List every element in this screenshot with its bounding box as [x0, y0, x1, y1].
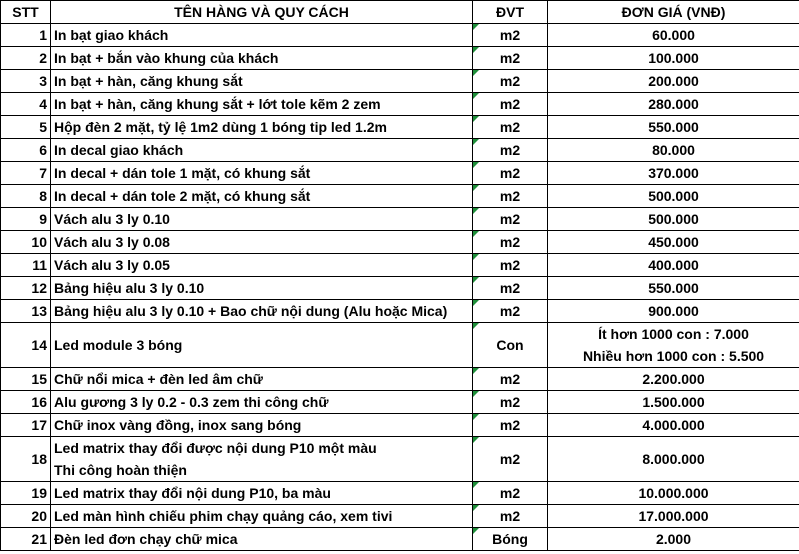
row-name-line: Vách alu 3 ly 0.10 — [54, 211, 170, 227]
table-row — [1, 368, 799, 391]
row-price-line: 10.000.000 — [638, 485, 709, 501]
cell-marker-icon — [473, 254, 479, 260]
row-stt: 9 — [1, 208, 51, 231]
row-name-line: In bạt + bắn vào khung của khách — [54, 50, 279, 66]
row-unit — [473, 254, 548, 277]
row-name-line: In bạt + hàn, căng khung sắt — [54, 73, 243, 89]
row-price — [548, 505, 799, 528]
cell-marker-icon — [473, 277, 479, 283]
row-price — [548, 300, 799, 323]
row-name — [51, 323, 473, 368]
cell-marker-icon — [473, 47, 479, 53]
header-price: ĐƠN GIÁ (VNĐ) — [548, 1, 799, 24]
table-row — [1, 231, 799, 254]
row-price-line: 4.000.000 — [642, 417, 705, 433]
row-unit-label: m2 — [499, 371, 521, 387]
row-unit-label: m2 — [499, 508, 521, 524]
row-stt: 7 — [1, 162, 51, 185]
row-unit — [473, 437, 548, 482]
row-unit-label: m2 — [499, 165, 521, 181]
row-unit — [473, 277, 548, 300]
row-price-line: 17.000.000 — [638, 508, 709, 524]
row-stt: 4 — [1, 93, 51, 116]
row-unit-label: m2 — [499, 50, 521, 66]
row-unit-label: m2 — [499, 451, 521, 467]
row-price — [548, 116, 799, 139]
row-name-line: Led matrix thay đổi nội dung P10, ba màu — [54, 485, 331, 501]
table-row — [1, 162, 799, 185]
row-price-line: 2.000 — [655, 531, 692, 547]
row-stt: 16 — [1, 391, 51, 414]
row-price — [548, 93, 799, 116]
table-row — [1, 414, 799, 437]
row-unit — [473, 116, 548, 139]
cell-marker-icon — [473, 70, 479, 76]
cell-marker-icon — [473, 368, 479, 374]
table-row — [1, 528, 799, 551]
row-price-line: 500.000 — [648, 211, 699, 227]
row-unit — [473, 482, 548, 505]
row-unit-label: m2 — [499, 27, 521, 43]
row-unit-label: m2 — [499, 188, 521, 204]
row-unit-label: Con — [496, 337, 524, 353]
row-stt: 14 — [1, 323, 51, 368]
table-row — [1, 277, 799, 300]
row-price — [548, 277, 799, 300]
row-name — [51, 414, 473, 437]
row-name — [51, 185, 473, 208]
row-name — [51, 116, 473, 139]
row-price-line: 2.200.000 — [642, 371, 705, 387]
row-price — [548, 70, 799, 93]
row-name — [51, 254, 473, 277]
cell-marker-icon — [473, 300, 479, 306]
table-row — [1, 139, 799, 162]
row-unit — [473, 528, 548, 551]
row-unit — [473, 70, 548, 93]
row-price — [548, 528, 799, 551]
row-unit-label: m2 — [499, 142, 521, 158]
cell-marker-icon — [473, 162, 479, 168]
row-stt: 13 — [1, 300, 51, 323]
row-price-line: 500.000 — [648, 188, 699, 204]
row-unit-label: m2 — [499, 119, 521, 135]
row-stt: 18 — [1, 437, 51, 482]
row-price-line: 550.000 — [648, 280, 699, 296]
row-name — [51, 231, 473, 254]
row-name — [51, 505, 473, 528]
row-stt: 10 — [1, 231, 51, 254]
row-name-line: Led matrix thay đổi được nội dung P10 một màu — [54, 440, 377, 456]
row-stt: 5 — [1, 116, 51, 139]
cell-marker-icon — [473, 185, 479, 191]
cell-marker-icon — [473, 139, 479, 145]
row-price — [548, 231, 799, 254]
row-name — [51, 70, 473, 93]
row-unit-label: m2 — [499, 394, 521, 410]
cell-marker-icon — [473, 482, 479, 488]
row-name — [51, 368, 473, 391]
row-price-line: 8.000.000 — [642, 451, 705, 467]
row-stt: 8 — [1, 185, 51, 208]
row-name-line: In decal + dán tole 2 mặt, có khung sắt — [54, 188, 311, 204]
header-name: TÊN HÀNG VÀ QUY CÁCH — [51, 1, 473, 24]
row-price — [548, 368, 799, 391]
row-name — [51, 528, 473, 551]
row-unit-label: m2 — [499, 485, 521, 501]
row-stt: 17 — [1, 414, 51, 437]
row-name-line: Led module 3 bóng — [54, 337, 183, 353]
row-price — [548, 47, 799, 70]
row-name — [51, 437, 473, 482]
row-unit — [473, 208, 548, 231]
row-price-line: 200.000 — [648, 73, 699, 89]
row-name-line: Bảng hiệu alu 3 ly 0.10 + Bao chữ nội dung (Alu hoặc Mica) — [54, 303, 448, 319]
row-name-line: In decal giao khách — [54, 142, 184, 158]
table-row — [1, 323, 799, 368]
row-price — [548, 482, 799, 505]
row-name-line: In bạt + hàn, căng khung sắt + lớt tole kẽm 2 zem — [54, 96, 381, 112]
row-unit-label: m2 — [499, 303, 521, 319]
row-unit — [473, 323, 548, 368]
row-stt: 11 — [1, 254, 51, 277]
row-stt: 21 — [1, 528, 51, 551]
cell-marker-icon — [473, 116, 479, 122]
row-price-line: Nhiều hơn 1000 con : 5.500 — [582, 348, 765, 364]
row-price — [548, 139, 799, 162]
row-name — [51, 24, 473, 47]
header-row — [1, 1, 799, 24]
row-price — [548, 391, 799, 414]
table-row — [1, 505, 799, 528]
row-unit-label: m2 — [499, 257, 521, 273]
table-row — [1, 254, 799, 277]
row-unit-label: m2 — [499, 73, 521, 89]
cell-marker-icon — [473, 24, 479, 30]
row-price — [548, 254, 799, 277]
row-stt: 1 — [1, 24, 51, 47]
row-price — [548, 414, 799, 437]
row-stt: 12 — [1, 277, 51, 300]
row-unit-label: m2 — [499, 234, 521, 250]
row-unit-label: m2 — [499, 280, 521, 296]
table-row — [1, 24, 799, 47]
table-row — [1, 482, 799, 505]
row-stt: 6 — [1, 139, 51, 162]
row-name-line: Đèn led đơn chạy chữ mica — [54, 531, 238, 547]
row-price-line: 900.000 — [648, 303, 699, 319]
row-price — [548, 24, 799, 47]
cell-marker-icon — [473, 391, 479, 397]
row-price — [548, 185, 799, 208]
row-unit — [473, 391, 548, 414]
row-name — [51, 162, 473, 185]
cell-marker-icon — [473, 528, 479, 534]
table-row — [1, 300, 799, 323]
row-name-line: Vách alu 3 ly 0.08 — [54, 234, 170, 250]
table-row — [1, 47, 799, 70]
row-name-line: Alu gương 3 ly 0.2 - 0.3 zem thi công chữ — [54, 394, 329, 410]
row-name — [51, 482, 473, 505]
row-price-line: 450.000 — [648, 234, 699, 250]
row-unit — [473, 139, 548, 162]
row-name-line: Hộp đèn 2 mặt, tỷ lệ 1m2 dùng 1 bóng tip led 1.2m — [54, 119, 387, 135]
row-name — [51, 300, 473, 323]
row-unit-label: Bóng — [492, 531, 528, 547]
row-price-line: 1.500.000 — [642, 394, 705, 410]
row-unit — [473, 368, 548, 391]
row-price — [548, 437, 799, 482]
row-unit — [473, 414, 548, 437]
row-price — [548, 162, 799, 185]
cell-marker-icon — [473, 323, 479, 329]
row-name-line: Vách alu 3 ly 0.05 — [54, 257, 170, 273]
row-name — [51, 208, 473, 231]
row-name — [51, 139, 473, 162]
row-unit-label: m2 — [499, 96, 521, 112]
row-unit-label: m2 — [499, 417, 521, 433]
row-price-line: 100.000 — [648, 50, 699, 66]
row-name-line: Led màn hình chiếu phim chạy quảng cáo, xem tivi — [54, 508, 393, 524]
row-unit — [473, 93, 548, 116]
cell-marker-icon — [473, 231, 479, 237]
row-name-line: In bạt giao khách — [54, 27, 169, 43]
row-unit — [473, 231, 548, 254]
row-unit — [473, 47, 548, 70]
row-name-line: Thi công hoàn thiện — [54, 462, 187, 478]
row-unit — [473, 24, 548, 47]
table-row — [1, 93, 799, 116]
row-price — [548, 323, 799, 368]
row-stt: 19 — [1, 482, 51, 505]
row-price-line: Ít hơn 1000 con : 7.000 — [598, 326, 749, 342]
row-price-line: 370.000 — [648, 165, 699, 181]
row-name-line: In decal + dán tole 1 mặt, có khung sắt — [54, 165, 311, 181]
row-name-line: Chữ nổi mica + đèn led âm chữ — [54, 371, 263, 387]
row-price-line: 550.000 — [648, 119, 699, 135]
row-stt: 2 — [1, 47, 51, 70]
row-price-line: 280.000 — [648, 96, 699, 112]
table-row — [1, 70, 799, 93]
row-stt: 3 — [1, 70, 51, 93]
row-unit — [473, 162, 548, 185]
row-unit-label: m2 — [499, 211, 521, 227]
row-price-line: 80.000 — [652, 142, 695, 158]
row-name — [51, 277, 473, 300]
row-price — [548, 208, 799, 231]
table-row — [1, 391, 799, 414]
row-unit — [473, 300, 548, 323]
row-name-line: Chữ inox vàng đồng, inox sang bóng — [54, 417, 302, 433]
cell-marker-icon — [473, 208, 479, 214]
cell-marker-icon — [473, 93, 479, 99]
row-price-line: 60.000 — [652, 27, 695, 43]
table-row — [1, 208, 799, 231]
cell-marker-icon — [473, 437, 479, 443]
table-row — [1, 185, 799, 208]
row-unit — [473, 505, 548, 528]
table-body — [1, 24, 799, 551]
row-name — [51, 47, 473, 70]
table-row — [1, 116, 799, 139]
table-row — [1, 437, 799, 482]
cell-marker-icon — [473, 414, 479, 420]
row-unit — [473, 185, 548, 208]
header-stt: STT — [1, 1, 51, 24]
row-stt: 15 — [1, 368, 51, 391]
row-price-line: 400.000 — [648, 257, 699, 273]
row-stt: 20 — [1, 505, 51, 528]
header-unit: ĐVT — [473, 1, 548, 24]
row-name — [51, 391, 473, 414]
row-name-line: Bảng hiệu alu 3 ly 0.10 — [54, 280, 205, 296]
cell-marker-icon — [473, 505, 479, 511]
row-name — [51, 93, 473, 116]
